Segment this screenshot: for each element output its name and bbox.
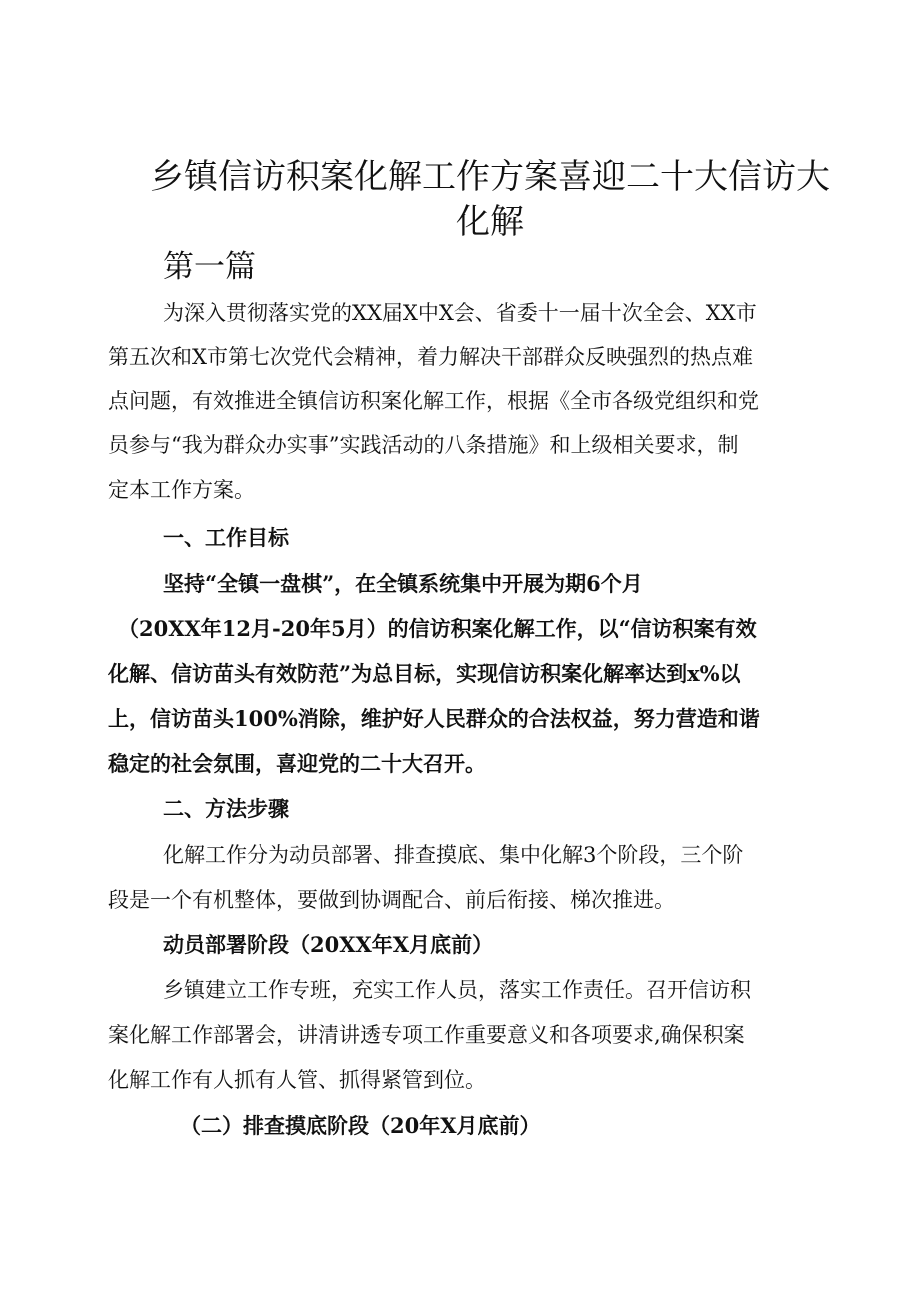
- goal-line-3: 化解、信访苗头有效防范”为总目标，实现信访积案化解率达到x%以: [108, 661, 741, 686]
- goal-line-2: （20XX年12月-20年5月）的信访积案化解工作，以“信访积案有效: [118, 616, 757, 641]
- section-heading-goals: 一、工作目标: [163, 525, 289, 550]
- intro-line-1: 为深入贯彻落实党的XX届X中X会、省委十一届十次全会、XX市: [163, 301, 757, 325]
- stage1-line-1: 乡镇建立工作专班，充实工作人员，落实工作责任。召开信访积: [163, 978, 751, 1002]
- method-line-1: 化解工作分为动员部署、排查摸底、集中化解3个阶段，三个阶: [163, 843, 744, 867]
- intro-line-3: 点问题，有效推进全镇信访积案化解工作，根据《全市各级党组织和党: [108, 389, 759, 413]
- method-line-2: 段是一个有机整体，要做到协调配合、前后衔接、梯次推进。: [108, 888, 675, 912]
- stage2-heading: （二）排查摸底阶段（20年X月底前）: [180, 1113, 541, 1138]
- document-title-line-2: 化解: [456, 202, 524, 242]
- section-heading-methods: 二、方法步骤: [163, 796, 289, 821]
- goal-line-4: 上，信访苗头100%消除，维护好人民群众的合法权益，努力营造和谐: [108, 706, 760, 731]
- goal-line-1: 坚持“全镇一盘棋”，在全镇系统集中开展为期6个月: [163, 571, 643, 596]
- part-heading: 第一篇: [163, 249, 256, 285]
- intro-line-4: 员参与“我为群众办实事”实践活动的八条措施》和上级相关要求，制: [108, 433, 739, 457]
- intro-line-2: 第五次和X市第七次党代会精神，着力解决干部群众反映强烈的热点难: [108, 345, 753, 369]
- stage1-line-3: 化解工作有人抓有人管、抓得紧管到位。: [108, 1068, 486, 1092]
- goal-line-5: 稳定的社会氛围，喜迎党的二十大召开。: [108, 751, 486, 776]
- stage1-line-2: 案化解工作部署会，讲清讲透专项工作重要意义和各项要求,确保积案: [108, 1023, 745, 1047]
- stage1-heading: 动员部署阶段（20XX年X月底前）: [163, 932, 494, 957]
- document-title-line-1: 乡镇信访积案化解工作方案喜迎二十大信访大: [150, 157, 830, 197]
- intro-line-5: 定本工作方案。: [108, 478, 255, 502]
